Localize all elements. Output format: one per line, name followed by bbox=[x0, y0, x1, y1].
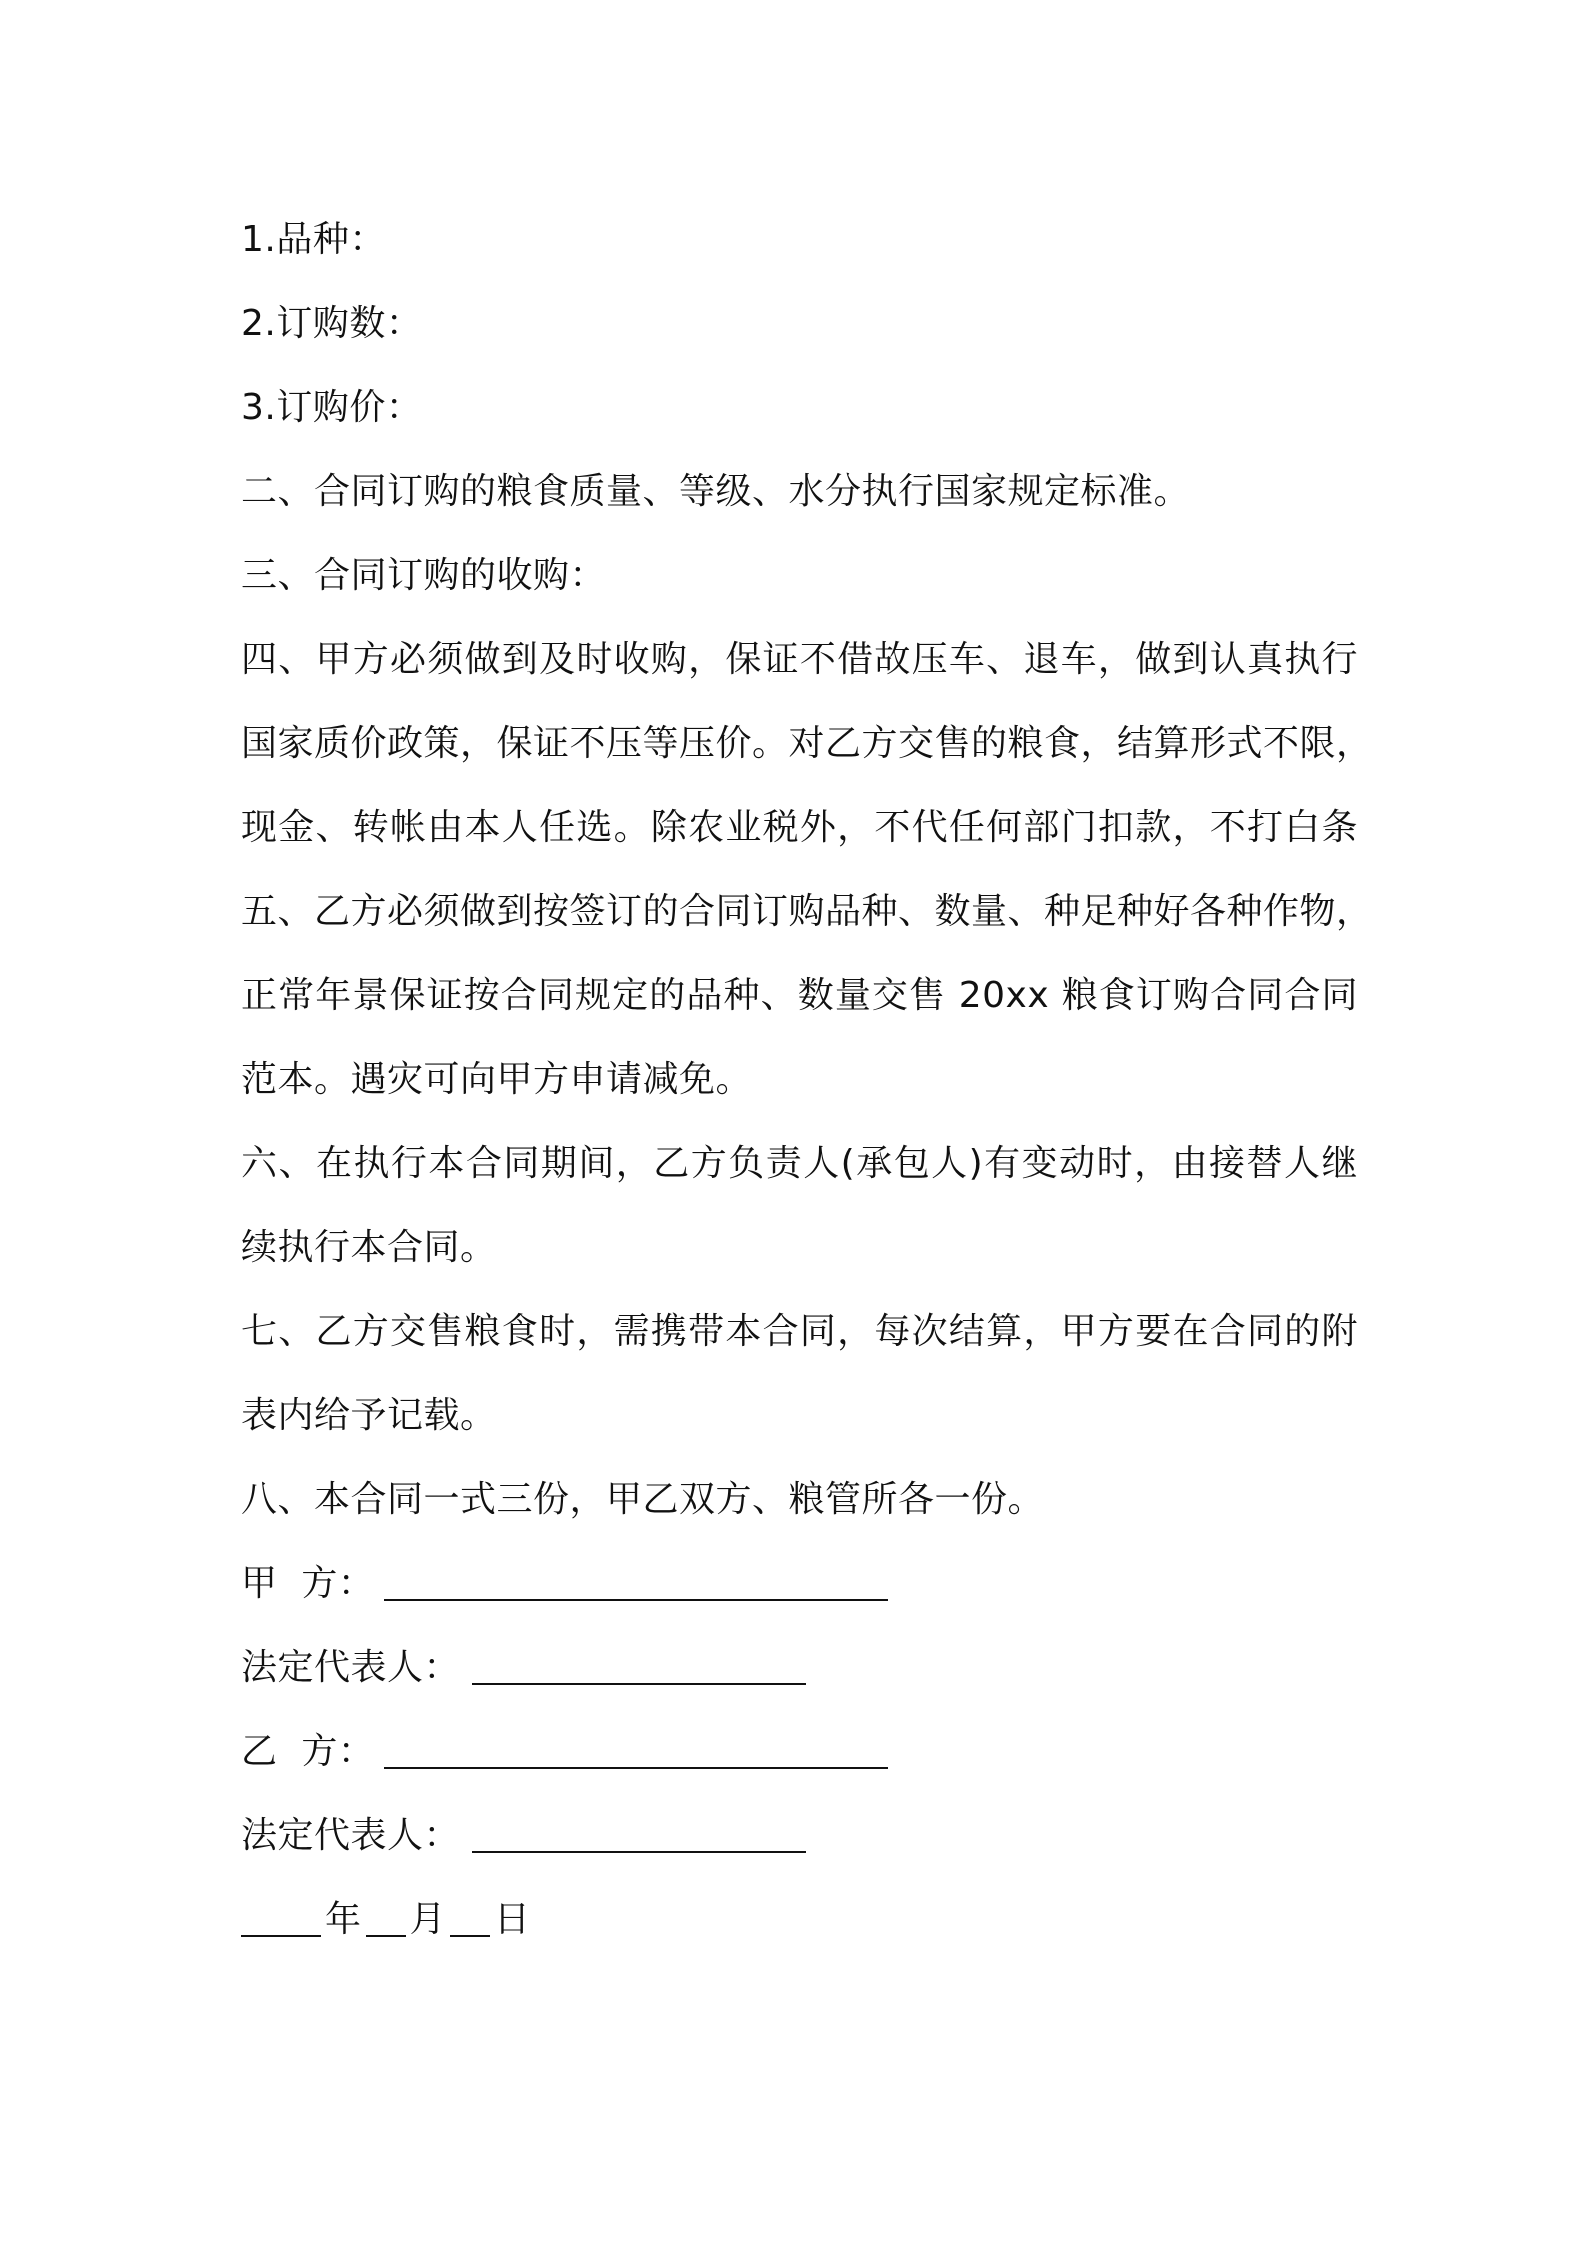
clause-6-line-1: 六、在执行本合同期间，乙方负责人(承包人)有变动时，由接替人继 bbox=[241, 1143, 1358, 1184]
month-blank[interactable] bbox=[366, 1895, 406, 1937]
rep-b-row bbox=[241, 1794, 1361, 1878]
clause-7-line-1: 七、乙方交售粮食时，需携带本合同，每次结算，甲方要在合同的附 bbox=[241, 1311, 1358, 1352]
rep-b-label: 法定代表人： bbox=[241, 1815, 461, 1856]
clause-5-line-3: 范本。遇灾可向甲方申请减免。 bbox=[241, 1059, 753, 1100]
rep-a-blank[interactable] bbox=[472, 1643, 806, 1685]
day-blank[interactable] bbox=[450, 1895, 490, 1937]
clause-4-line-1: 四、甲方必须做到及时收购，保证不借故压车、退车，做到认真执行 bbox=[241, 639, 1358, 680]
clause-2: 二、合同订购的粮食质量、等级、水分执行国家规定标准。 bbox=[241, 471, 1191, 512]
date-row bbox=[241, 1878, 1361, 1962]
party-b-label: 乙 方： bbox=[241, 1731, 375, 1772]
rep-a-row bbox=[241, 1626, 1361, 1710]
clause-4-line-3: 现金、转帐由本人任选。除农业税外，不代任何部门扣款，不打白条 bbox=[241, 807, 1358, 848]
item-variety: 1.品种： bbox=[241, 219, 386, 260]
clause-7-line-2: 表内给予记载。 bbox=[241, 1395, 497, 1436]
month-unit: 月 bbox=[409, 1899, 447, 1940]
item-quantity: 2.订购数： bbox=[241, 303, 423, 344]
party-b-row bbox=[241, 1710, 1361, 1794]
item-price: 3.订购价： bbox=[241, 387, 423, 428]
year-unit: 年 bbox=[325, 1899, 362, 1940]
day-unit: 日 bbox=[494, 1899, 531, 1940]
clause-6-line-2: 续执行本合同。 bbox=[241, 1227, 497, 1268]
party-a-row bbox=[241, 1542, 1361, 1626]
rep-a-label: 法定代表人： bbox=[241, 1647, 461, 1688]
clause-5-line-1: 五、乙方必须做到按签订的合同订购品种、数量、种足种好各种作物， bbox=[241, 891, 1373, 932]
rep-b-blank[interactable] bbox=[472, 1811, 806, 1853]
year-blank[interactable] bbox=[241, 1895, 321, 1937]
contract-body bbox=[241, 198, 1373, 1962]
party-a-label: 甲 方： bbox=[241, 1563, 375, 1604]
clause-3: 三、合同订购的收购： bbox=[241, 555, 607, 596]
clause-8: 八、本合同一式三份，甲乙双方、粮管所各一份。 bbox=[241, 1479, 1045, 1520]
clause-5-line-2: 正常年景保证按合同规定的品种、数量交售 20xx 粮食订购合同合同 bbox=[241, 975, 1358, 1016]
party-b-blank[interactable] bbox=[384, 1727, 888, 1769]
party-a-blank[interactable] bbox=[384, 1559, 888, 1601]
clause-4-line-2: 国家质价政策，保证不压等压价。对乙方交售的粮食，结算形式不限， bbox=[241, 723, 1373, 764]
